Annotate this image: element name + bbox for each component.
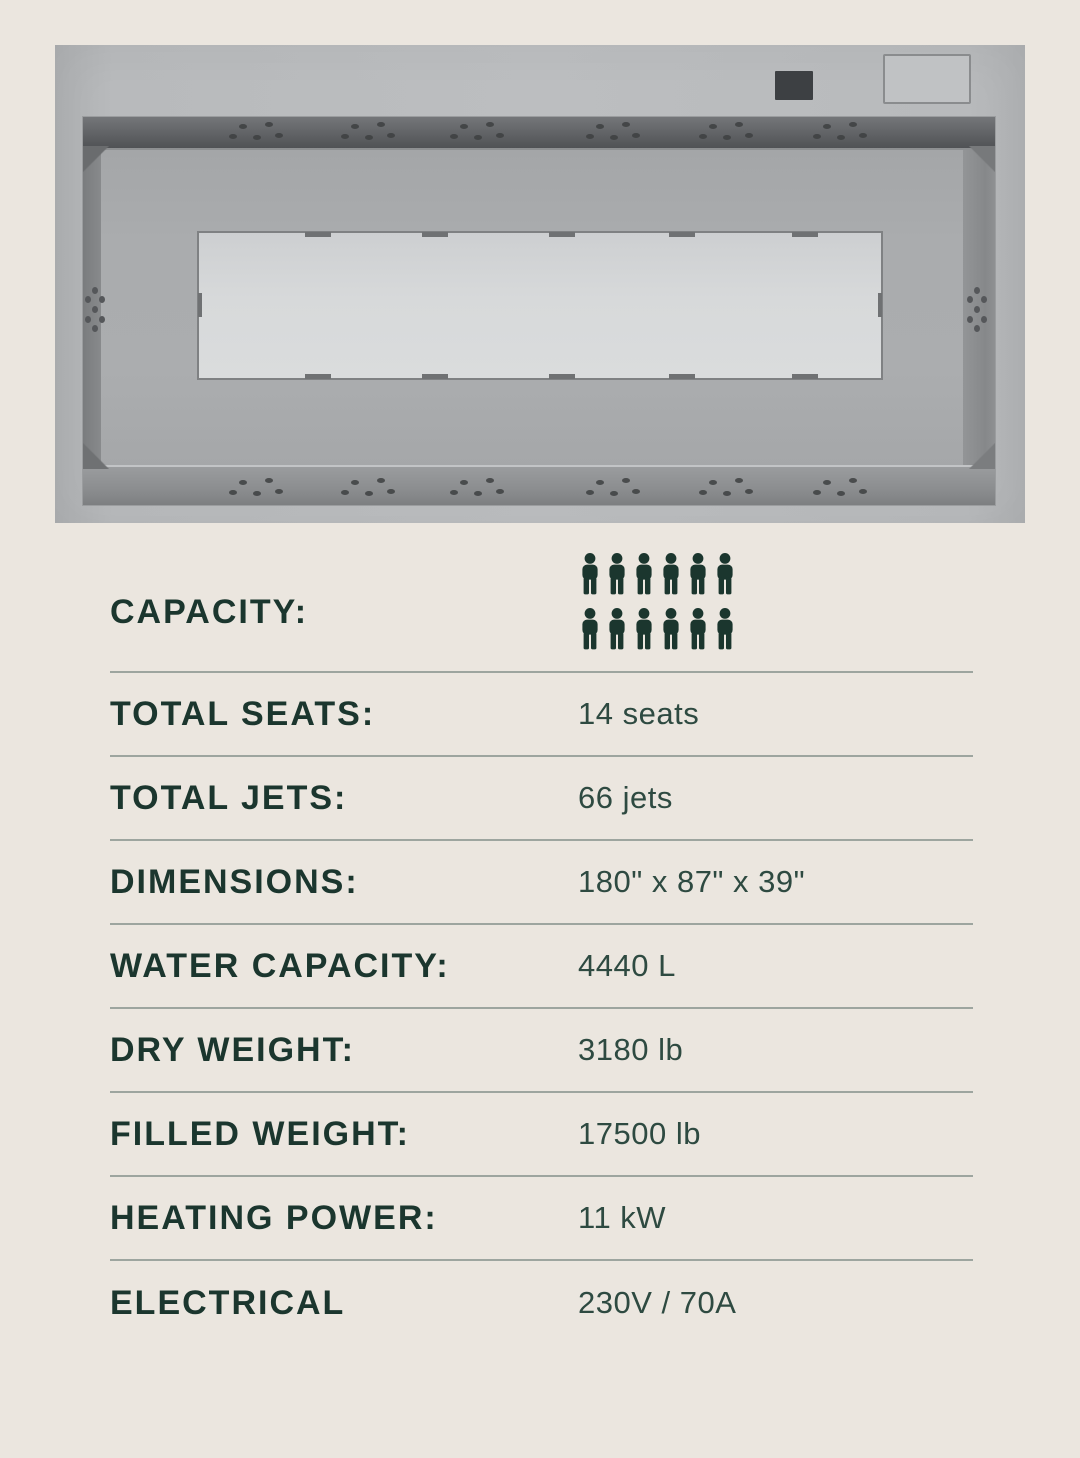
jet-hole-icon xyxy=(85,316,91,323)
jet-icon xyxy=(351,124,359,129)
jet-icon xyxy=(474,491,482,496)
jet-icon xyxy=(387,489,395,494)
jet-icon xyxy=(474,135,482,140)
jet-icon xyxy=(596,480,604,485)
jet-icon xyxy=(275,489,283,494)
jet-cluster xyxy=(337,475,397,499)
spec-row-dimensions xyxy=(110,841,973,925)
insert-tab xyxy=(198,293,202,317)
jet-icon xyxy=(610,135,618,140)
jet-icon xyxy=(486,478,494,483)
jet-icon xyxy=(735,478,743,483)
jet-icon xyxy=(365,491,373,496)
jet-icon xyxy=(849,478,857,483)
spec-label: HEATING POWER: xyxy=(110,1198,438,1237)
spec-value: 14 seats xyxy=(578,696,700,731)
jet-hole-icon xyxy=(974,325,980,332)
basin-wall-bottom xyxy=(83,465,995,505)
jet-hole-icon xyxy=(974,306,980,313)
person-icon xyxy=(605,608,629,650)
jet-icon xyxy=(387,133,395,138)
person-icon xyxy=(605,553,629,595)
person-icon xyxy=(578,553,602,595)
jet-icon xyxy=(253,135,261,140)
jet-hole-icon xyxy=(92,306,98,313)
jet-hole-icon xyxy=(92,287,98,294)
person-icon xyxy=(713,553,737,595)
jet-hole-icon xyxy=(85,296,91,303)
person-icon xyxy=(686,608,710,650)
jet-icon xyxy=(837,491,845,496)
jet-hole-icon xyxy=(967,296,973,303)
jet-cluster xyxy=(695,475,755,499)
jet-icon xyxy=(632,489,640,494)
capacity-icons xyxy=(578,551,973,650)
jet-cluster xyxy=(337,119,397,143)
spec-value xyxy=(578,551,973,650)
jet-icon xyxy=(745,133,753,138)
jet-icon xyxy=(610,491,618,496)
jet-hole-icon xyxy=(981,296,987,303)
jet-hole-icon xyxy=(92,325,98,332)
jet-icon xyxy=(813,134,821,139)
basin-corner-seam xyxy=(969,443,995,469)
jet-icon xyxy=(486,122,494,127)
jet-cluster xyxy=(225,475,285,499)
spec-row-filled-weight xyxy=(110,1093,973,1177)
jet-icon xyxy=(699,134,707,139)
jet-icon xyxy=(849,122,857,127)
jet-hole-icon xyxy=(99,316,105,323)
spec-label: DRY WEIGHT: xyxy=(110,1030,355,1069)
insert-tab xyxy=(422,232,448,237)
side-jet-cluster xyxy=(967,287,987,333)
insert-tab xyxy=(422,374,448,379)
person-icon xyxy=(686,553,710,595)
jet-icon xyxy=(723,491,731,496)
basin-corner-seam xyxy=(969,146,995,172)
jet-cluster xyxy=(809,119,869,143)
person-icon xyxy=(632,553,656,595)
spec-label: ELECTRICAL xyxy=(110,1283,346,1322)
spec-value: 17500 lb xyxy=(578,1116,701,1151)
spa-control-panel xyxy=(775,71,813,100)
side-jet-cluster xyxy=(85,287,105,333)
spec-value: 3180 lb xyxy=(578,1032,684,1067)
jet-icon xyxy=(229,490,237,495)
jet-icon xyxy=(239,480,247,485)
jet-icon xyxy=(823,124,831,129)
spec-row-water-capacity xyxy=(110,925,973,1009)
jet-icon xyxy=(351,480,359,485)
jet-icon xyxy=(622,122,630,127)
insert-tab xyxy=(792,232,818,237)
jet-cluster xyxy=(809,475,869,499)
insert-tab xyxy=(669,374,695,379)
jet-icon xyxy=(837,135,845,140)
jet-icon xyxy=(341,490,349,495)
jet-icon xyxy=(735,122,743,127)
insert-tab xyxy=(792,374,818,379)
jet-icon xyxy=(622,478,630,483)
jet-icon xyxy=(377,478,385,483)
insert-tab xyxy=(305,232,331,237)
jet-icon xyxy=(859,133,867,138)
insert-tab xyxy=(549,232,575,237)
spec-value: 66 jets xyxy=(578,780,673,815)
jet-cluster xyxy=(225,119,285,143)
spec-row-capacity xyxy=(110,530,973,673)
person-icon xyxy=(632,608,656,650)
spa-access-hatch xyxy=(883,54,971,104)
jet-icon xyxy=(596,124,604,129)
jet-icon xyxy=(709,480,717,485)
jet-icon xyxy=(586,134,594,139)
jet-icon xyxy=(496,489,504,494)
insert-tab xyxy=(669,232,695,237)
spec-label: WATER CAPACITY: xyxy=(110,946,450,985)
jet-cluster xyxy=(446,475,506,499)
jet-icon xyxy=(450,490,458,495)
jet-icon xyxy=(586,490,594,495)
spec-label: TOTAL SEATS: xyxy=(110,694,376,733)
jet-icon xyxy=(450,134,458,139)
product-image xyxy=(55,45,1025,523)
jet-icon xyxy=(275,133,283,138)
jet-hole-icon xyxy=(99,296,105,303)
spec-value: 4440 L xyxy=(578,948,676,983)
jet-cluster xyxy=(582,119,642,143)
jet-icon xyxy=(709,124,717,129)
jet-icon xyxy=(632,133,640,138)
spec-table xyxy=(110,530,973,1345)
person-icon xyxy=(578,608,602,650)
jet-icon xyxy=(496,133,504,138)
jet-icon xyxy=(813,490,821,495)
basin-wall-top xyxy=(83,117,995,150)
insert-tab xyxy=(305,374,331,379)
jet-cluster xyxy=(695,119,755,143)
capacity-icon-row xyxy=(578,608,973,650)
jet-icon xyxy=(341,134,349,139)
jet-icon xyxy=(745,489,753,494)
person-icon xyxy=(659,608,683,650)
spa-center-insert xyxy=(197,231,883,380)
jet-icon xyxy=(823,480,831,485)
jet-icon xyxy=(265,122,273,127)
jet-hole-icon xyxy=(981,316,987,323)
spec-row-total-jets xyxy=(110,757,973,841)
jet-icon xyxy=(460,124,468,129)
insert-tab xyxy=(878,293,882,317)
basin-corner-seam xyxy=(83,146,109,172)
jet-cluster xyxy=(582,475,642,499)
jet-cluster xyxy=(446,119,506,143)
jet-icon xyxy=(699,490,707,495)
spa-basin xyxy=(83,117,995,505)
jet-icon xyxy=(239,124,247,129)
jet-icon xyxy=(253,491,261,496)
spec-value: 180" x 87" x 39" xyxy=(578,864,806,899)
jet-icon xyxy=(859,489,867,494)
spec-value: 11 kW xyxy=(578,1200,667,1235)
spec-row-electrical xyxy=(110,1261,973,1345)
basin-corner-seam xyxy=(83,443,109,469)
jet-hole-icon xyxy=(967,316,973,323)
capacity-icon-row xyxy=(578,553,973,595)
jet-icon xyxy=(365,135,373,140)
insert-tab xyxy=(549,374,575,379)
spec-label: CAPACITY: xyxy=(110,593,309,631)
jet-hole-icon xyxy=(974,287,980,294)
spec-label: FILLED WEIGHT: xyxy=(110,1114,410,1153)
jet-icon xyxy=(229,134,237,139)
spec-row-heating-power xyxy=(110,1177,973,1261)
spec-row-dry-weight xyxy=(110,1009,973,1093)
jet-icon xyxy=(723,135,731,140)
spec-label: TOTAL JETS: xyxy=(110,778,348,817)
person-icon xyxy=(659,553,683,595)
person-icon xyxy=(713,608,737,650)
jet-icon xyxy=(460,480,468,485)
spec-row-total-seats xyxy=(110,673,973,757)
jet-icon xyxy=(377,122,385,127)
spec-label: DIMENSIONS: xyxy=(110,862,359,901)
spec-value: 230V / 70A xyxy=(578,1285,737,1320)
jet-icon xyxy=(265,478,273,483)
